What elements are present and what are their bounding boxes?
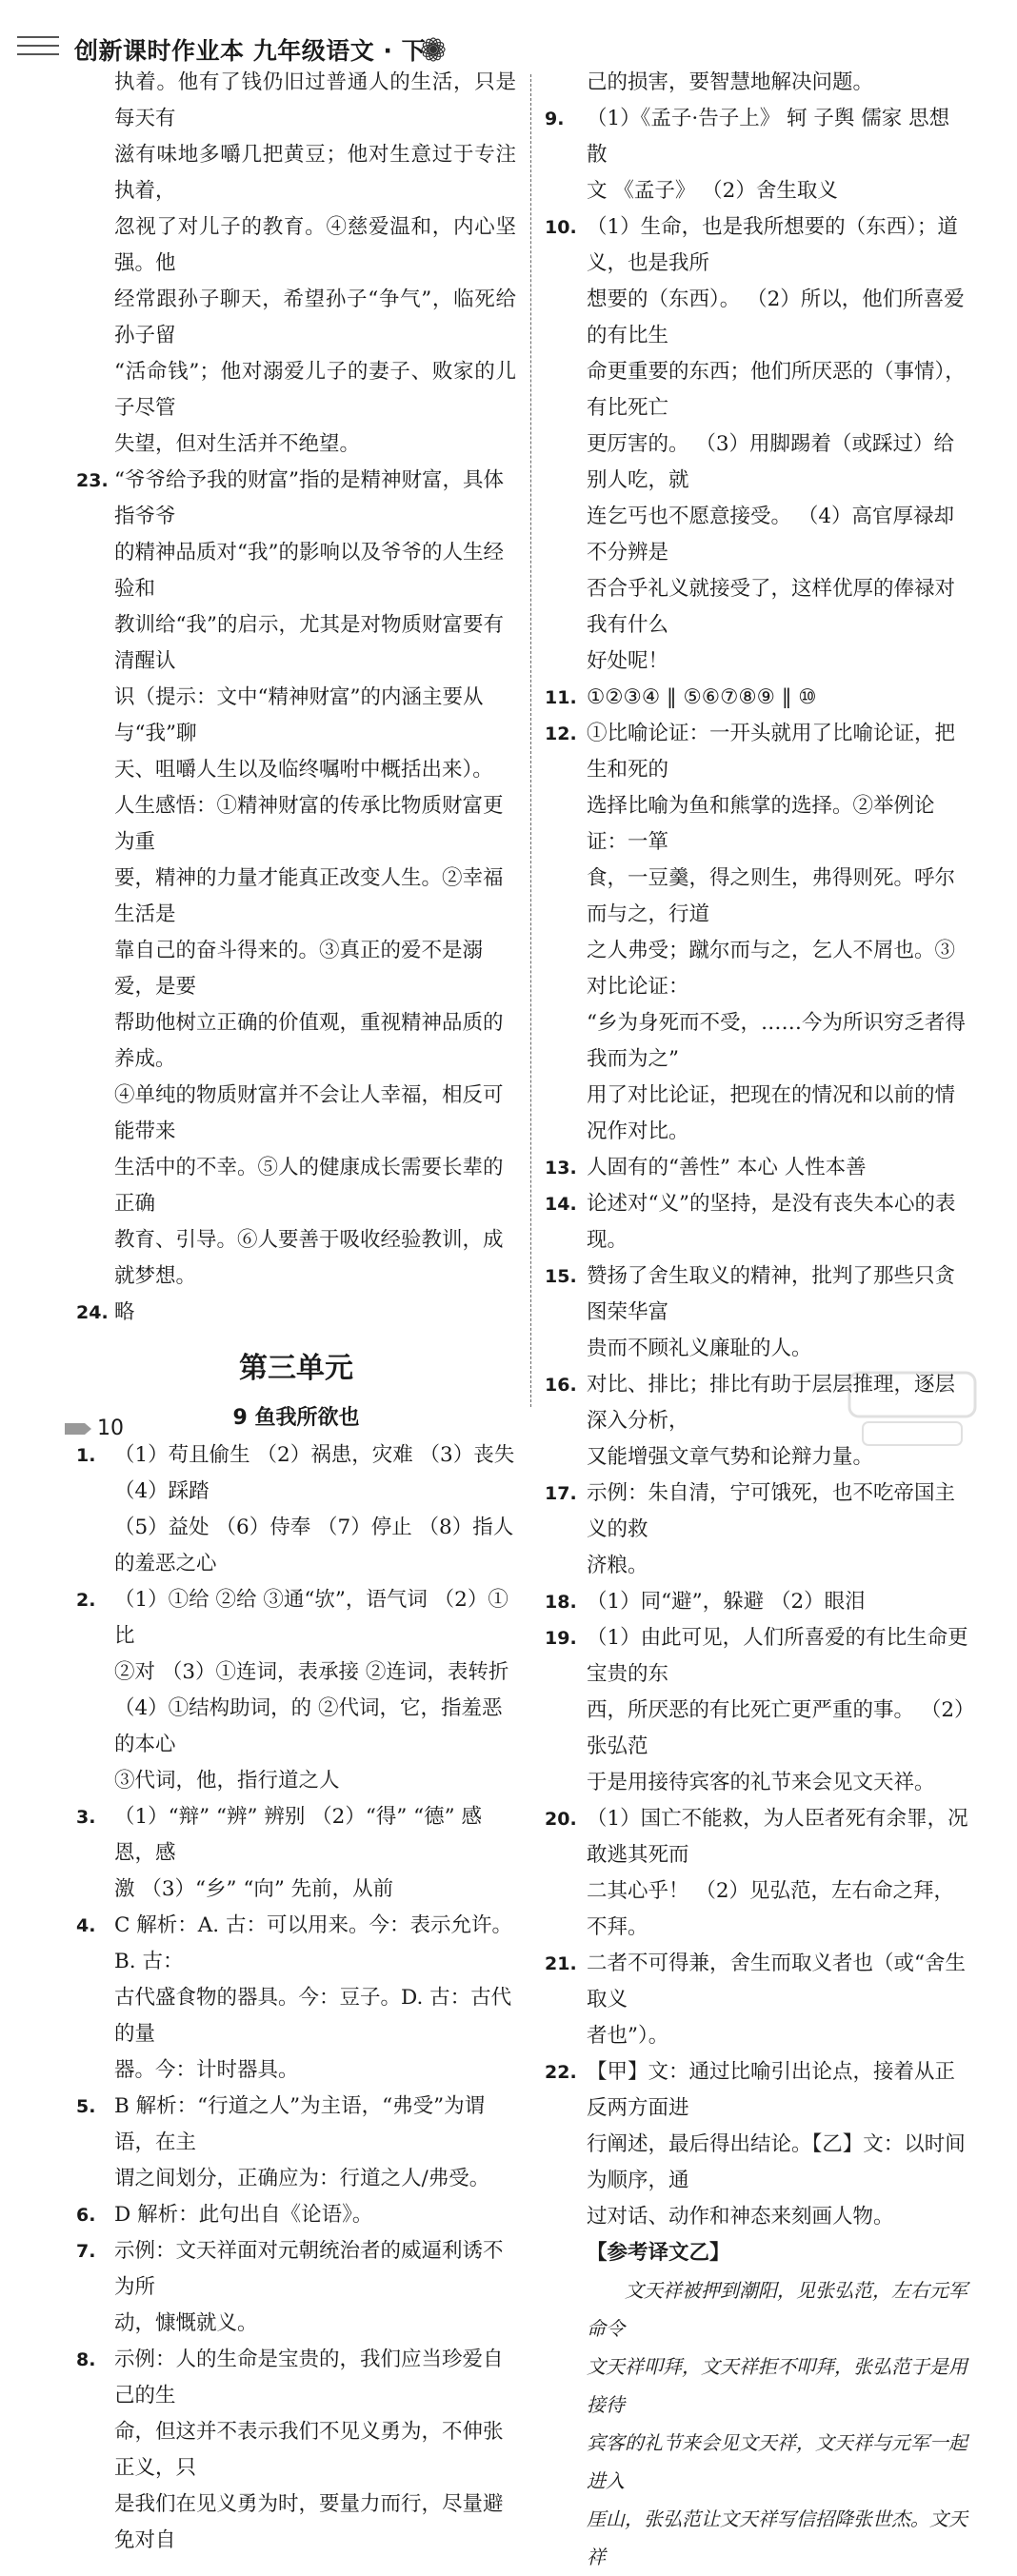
question-number: 3. [76,1807,96,1828]
text-line: 对比、排比；排比有助于层层推理，逐层深入分析， [587,1373,956,1433]
text-line: “活命钱”；他对溺爱儿子的妻子、败家的儿子尽管 [114,360,516,420]
watermark-logo-icon [846,1367,979,1453]
text-line: 文 《孟子》 （2）舍生取义 [587,179,838,203]
reference-translation-title: 【参考译文乙】 [587,2241,730,2265]
answer-4 [76,1908,516,2089]
text-line: 人固有的“善性” 本心 人性本善 [587,1156,867,1179]
text-line: 否合乎礼义就接受了，这样优厚的俸禄对我有什么 [587,577,956,637]
answer-15 [545,1258,971,1367]
answer-24 [76,1295,516,1331]
answer-1 [76,1437,516,1582]
question-number: 17. [545,1483,577,1504]
answer-9 [545,101,971,209]
answer-20 [545,1801,971,1946]
text-line: 执着。他有了钱仍旧过普通人的生活，只是每天有 [114,70,516,130]
text-line: 者也”）。 [587,2024,669,2048]
text-line: C 解析：A. 古：可以用来。今：表示允许。B. 古： [114,1913,512,1973]
text-line: 更厉害的。 （3）用脚踢着（或踩过）给别人吃，就 [587,432,955,492]
reference-translation-line: 宾客的礼节来会见文天祥，文天祥与元军一起进入 [587,2431,967,2492]
question-number: 6. [76,2205,96,2226]
question-number: 19. [545,1628,577,1649]
question-number: 12. [545,723,577,744]
text-line: ①比喻论证：一开头就用了比喻论证，把生和死的 [587,722,956,782]
text-line: 教育、引导。⑥人要善于吸收经验教训，成就梦想。 [114,1228,504,1288]
page-header [17,29,474,67]
text-line: （1）《孟子·告子上》 轲 子舆 儒家 思想 散 [587,107,950,167]
text-line: 是我们在见义勇为时，要量力而行，尽量避免对自 [114,2492,504,2552]
text-line: 食，一豆羹，得之则生，弗得则死。呼尔而与之，行道 [587,866,956,926]
text-line: B 解析：“行道之人”为主语，“弗受”为谓语，在主 [114,2094,486,2154]
text-line: 谓之间划分，正确应为：行道之人/弗受。 [114,2167,490,2190]
text-line: 命，但这并不表示我们不见义勇为，不伸张正义，只 [114,2420,504,2480]
text-line: （1）苟且偷生 （2）祸患，灾难 （3）丧失 （4）踩踏 [114,1443,515,1503]
text-line: （1）由此可见，人们所喜爱的有比生命更宝贵的东 [587,1626,968,1686]
text-line: 之人弗受；蹴尔而与之，乞人不屑也。③对比论证： [587,939,956,999]
question-number: 9. [545,109,565,129]
text-line: 天、咀嚼人生以及临终嘱咐中概括出来）。 [114,758,493,782]
right-column [545,65,971,2576]
answer-6 [76,2197,516,2233]
answer-3 [76,1799,516,1908]
answer-18 [545,1584,971,1620]
reference-translation-line: 厓山，张弘范让文天祥写信招降张世杰。文天祥 [587,2507,967,2568]
question-number: 14. [545,1194,577,1215]
text-line: 论述对“义”的坚持，是没有丧失本心的表现。 [587,1192,956,1252]
text-line: 教训给“我”的启示，尤其是对物质财富要有清醒认 [114,613,504,673]
text-line: ①②③④ ‖ ⑤⑥⑦⑧⑨ ‖ ⑩ [587,685,817,709]
reference-translation-line: 文天祥叩拜，文天祥拒不叩拜，张弘范于是用接待 [587,2355,967,2416]
text-line: 西，所厌恶的有比死亡更严重的事。 （2）张弘范 [587,1698,965,1758]
text-line: 命更重要的东西；他们所厌恶的（事情），有比死亡 [587,360,966,420]
text-line: “乡为身死而不受，……今为所识穷乏者得我而为之” [587,1011,966,1071]
question-number: 5. [76,2096,96,2117]
question-number: 24. [76,1302,109,1323]
page-number: 10 [97,1417,124,1440]
text-line: 生活中的不幸。⑤人的健康成长需要长辈的正确 [114,1156,504,1216]
question-number: 18. [545,1592,577,1613]
text-line: （1）“辩” “辨” 辨别 （2）“得” “德” 感恩，感 [114,1805,482,1865]
answer-23 [76,463,516,1295]
text-line: 忽视了对儿子的教育。④慈爱温和，内心坚强。他 [114,215,516,275]
header-lines-icon [17,36,59,59]
text-line: （1）国亡不能救，为人臣者死有余罪，况敢逃其死而 [587,1807,968,1867]
text-line: 又能增强文章气势和论辩力量。 [587,1445,874,1469]
text-line: （1）①给 ②给 ③通“欤”，语气词 （2）①比 [114,1588,508,1648]
text-line: （1）同“避”，躲避 （2）眼泪 [587,1590,866,1614]
question-number: 15. [545,1266,577,1287]
text-line: 济粮。 [587,1554,648,1577]
question-number: 10. [545,217,577,238]
answer-12 [545,716,971,1150]
question-number: 1. [76,1445,96,1466]
text-line: 识（提示：文中“精神财富”的内涵主要从与“我”聊 [114,685,484,745]
answer-continuation [76,65,516,463]
text-line: 好处呢！ [587,649,669,673]
text-line: 示例：朱自清，宁可饿死，也不吃帝国主义的救 [587,1481,956,1541]
answer-continuation [545,65,971,101]
answer-11 [545,680,971,716]
text-line: 连乞丐也不愿意接受。 （4）高官厚禄却不分辨是 [587,505,955,565]
question-number: 21. [545,1953,577,1974]
question-number: 20. [545,1809,577,1830]
text-line: 要，精神的力量才能真正改变人生。②幸福生活是 [114,866,504,926]
text-line: D 解析：此句出自《论语》。 [114,2203,373,2227]
text-line: 二其心乎！ （2）见弘范，左右命之拜，不拜。 [587,1879,955,1939]
answer-7 [76,2233,516,2342]
text-line: 滋有味地多嚼几把黄豆；他对生意过于专注执着， [114,143,516,203]
text-line: 选择比喻为鱼和熊掌的选择。②举例论证：一箪 [587,794,935,854]
answer-13 [545,1150,971,1186]
answer-8 [76,2342,516,2559]
text-line: （1）生命，也是我所想要的（东西）；道义，也是我所 [587,215,958,275]
text-line: 经常跟孙子聊天，希望孙子“争气”，临死给孙子留 [114,287,516,347]
text-line: 用了对比论证，把现在的情况和以前的情况作对比。 [587,1083,956,1143]
question-number: 13. [545,1158,577,1179]
question-number: 8. [76,2349,96,2370]
reference-translation-line: 文天祥被押到潮阳，见张弘范，左右元军命令 [587,2279,967,2340]
left-column [76,65,516,2559]
text-line: 人生感悟：①精神财富的传承比物质财富更为重 [114,794,504,854]
question-number: 4. [76,1915,96,1936]
text-line: 失望，但对生活并不绝望。 [114,432,361,456]
text-line: 己的损害，要智慧地解决问题。 [587,70,874,94]
answer-19 [545,1620,971,1801]
text-line: 示例：人的生命是宝贵的，我们应当珍爱自己的生 [114,2348,504,2408]
text-line: 示例：文天祥面对元朝统治者的威逼利诱不为所 [114,2239,504,2299]
text-line: 过对话、动作和神态来刻画人物。 [587,2205,894,2229]
page-header-title: 创新课时作业本 九年级语文 · 下 [74,37,427,65]
text-line: 贵而不顾礼义廉耻的人。 [587,1337,812,1360]
question-number: 2. [76,1590,96,1611]
text-line: 想要的（东西）。 （2）所以，他们所喜爱的有比生 [587,287,965,347]
answer-21 [545,1946,971,2054]
text-line: 器。今：计时器具。 [114,2058,299,2082]
text-line: 古代盛食物的器具。今：豆子。D. 古：古代的量 [114,1986,512,2046]
unit-title: 第三单元 [239,1352,353,1385]
page-tab-icon [65,1423,91,1435]
text-line: 二者不可得兼，舍生而取义者也（或“舍生取义 [587,1952,966,2011]
text-line: 帮助他树立正确的价值观，重视精神品质的养成。 [114,1011,504,1071]
answer-22 [545,2054,971,2235]
text-line: 动，慷慨就义。 [114,2311,258,2335]
text-line: ②对 （3）①连词，表承接 ②连词，表转折 [114,1660,509,1684]
answer-text: 略 [114,1300,135,1324]
text-line: 的精神品质对“我”的影响以及爷爷的人生经验和 [114,541,504,601]
question-number: 22. [545,2062,577,2083]
text-line: （5）益处 （6）侍奉 （7）停止 （8）指人的羞恶之心 [114,1516,514,1575]
answer-10 [545,209,971,680]
question-number: 16. [545,1375,577,1396]
page-footer [65,1417,124,1440]
column-divider [530,74,531,1407]
text-line: 靠自己的奋斗得来的。③真正的爱不是溺爱，是要 [114,939,484,999]
text-line: 行阐述，最后得出结论。【乙】文：以时间为顺序，通 [587,2132,966,2192]
text-line: 激 （3）“乡” “向” 先前，从前 [114,1877,394,1901]
answer-5 [76,2089,516,2197]
text-line: “爷爷给予我的财富”指的是精神财富，具体指爷爷 [114,468,504,528]
question-number: 11. [545,687,577,708]
lesson-title: 9 鱼我所欲也 [232,1406,360,1430]
answer-17 [545,1476,971,1584]
question-number: 7. [76,2241,96,2262]
text-line: 赞扬了舍生取义的精神，批判了那些只贪图荣华富 [587,1264,956,1324]
answer-2 [76,1582,516,1799]
text-line: 于是用接待宾客的礼节来会见文天祥。 [587,1771,935,1794]
text-line: ③代词，他，指行道之人 [114,1769,340,1793]
question-number: 23. [76,470,109,491]
text-line: （4）①结构助词，的 ②代词，它，指羞恶的本心 [114,1696,503,1756]
text-line: ④单纯的物质财富并不会让人幸福，相反可能带来 [114,1083,504,1143]
text-line: 【甲】文：通过比喻引出论点，接着从正反两方面进 [587,2060,956,2120]
answer-14 [545,1186,971,1258]
